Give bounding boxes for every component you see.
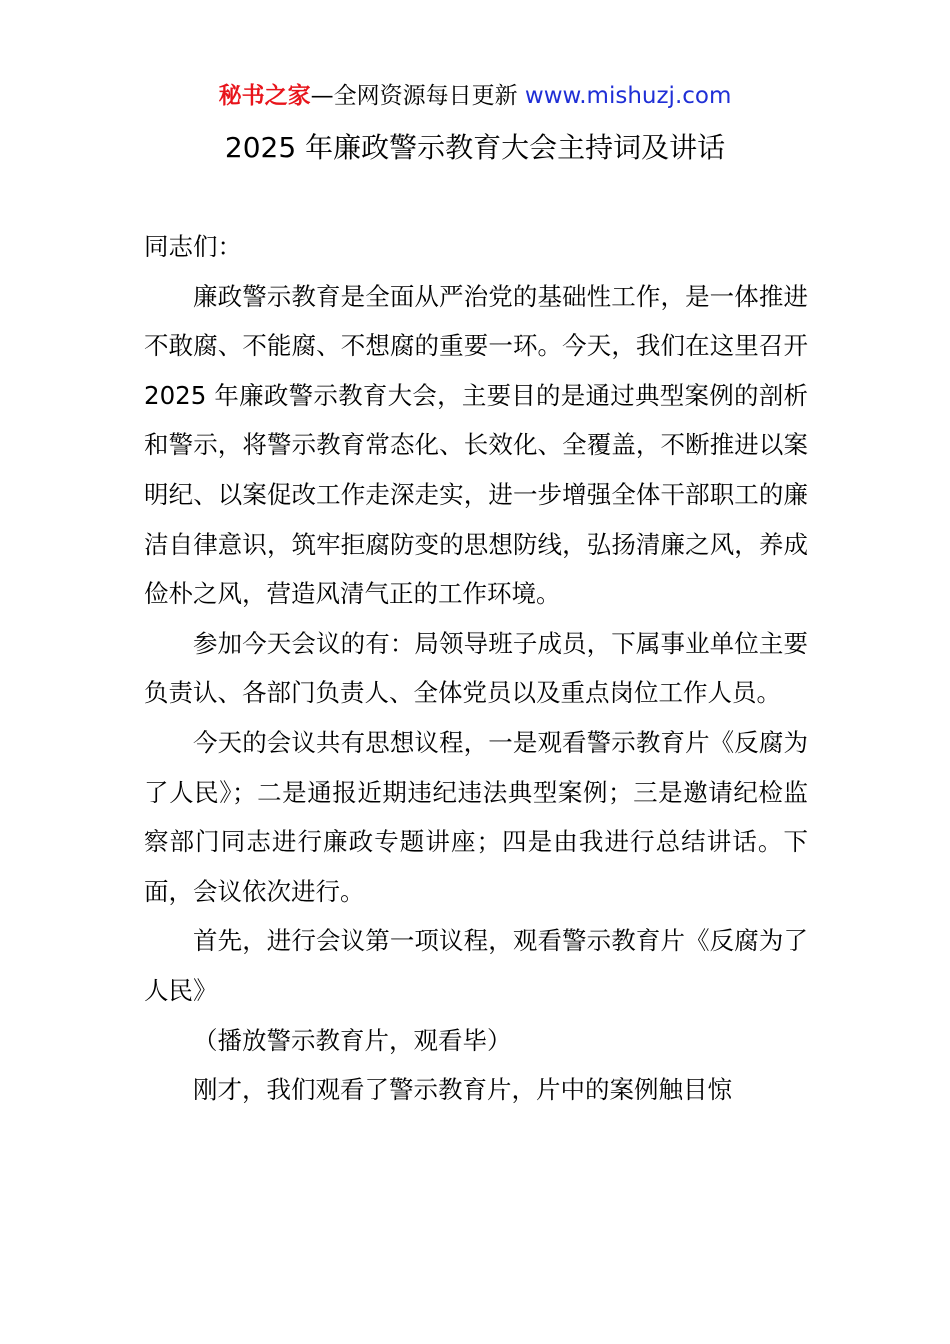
document-title: 2025 年廉政警示教育大会主持词及讲话 — [224, 131, 726, 164]
paragraph: 刚才，我们观看了警示教育片，片中的案例触目惊 — [193, 1075, 732, 1105]
paragraph: （播放警示教育片，观看毕） — [193, 1025, 512, 1055]
site-header — [0, 80, 950, 112]
paragraph: 参加今天会议的有：局领导班子成员，下属事业单位主要负责认、各部门负责人、全体党员以及重点岗位工作人员。 — [144, 628, 808, 708]
paragraph: 今天的会议共有思想议程，一是观看警示教育片《反腐为了人民》；二是通报近期违纪违法典型案例；三是邀请纪检监察部门同志进行廉政专题讲座；四是由我进行总结讲话。下面，会议依次进行。 — [144, 727, 808, 906]
site-url-link[interactable]: www.mishuzj.com — [524, 83, 732, 109]
salutation: 同志们： — [144, 232, 242, 261]
paragraph: 首先，进行会议第一项议程，观看警示教育片《反腐为了人民》 — [144, 926, 808, 1005]
document-body — [144, 222, 808, 1115]
site-brand: 秘书之家 — [218, 83, 311, 109]
paragraph: 廉政警示教育是全面从严治党的基础性工作，是一体推进不敢腐、不能腐、不想腐的重要一环。今天，我们在这里召开 2025 年廉政警示教育大会，主要目的是通过典型案例的剖析和警示，将警示教育常态化、长效化、全覆盖，不断推进以案明纪、以案促改工作走深走实，进一步增强全体干部职工的廉洁自律意识，筑牢拒腐防变的思想防线，弘扬清廉之风，养成俭朴之风，营造风清气正的工作环境。 — [144, 281, 808, 609]
site-slogan: —全网资源每日更新 — [310, 83, 518, 109]
